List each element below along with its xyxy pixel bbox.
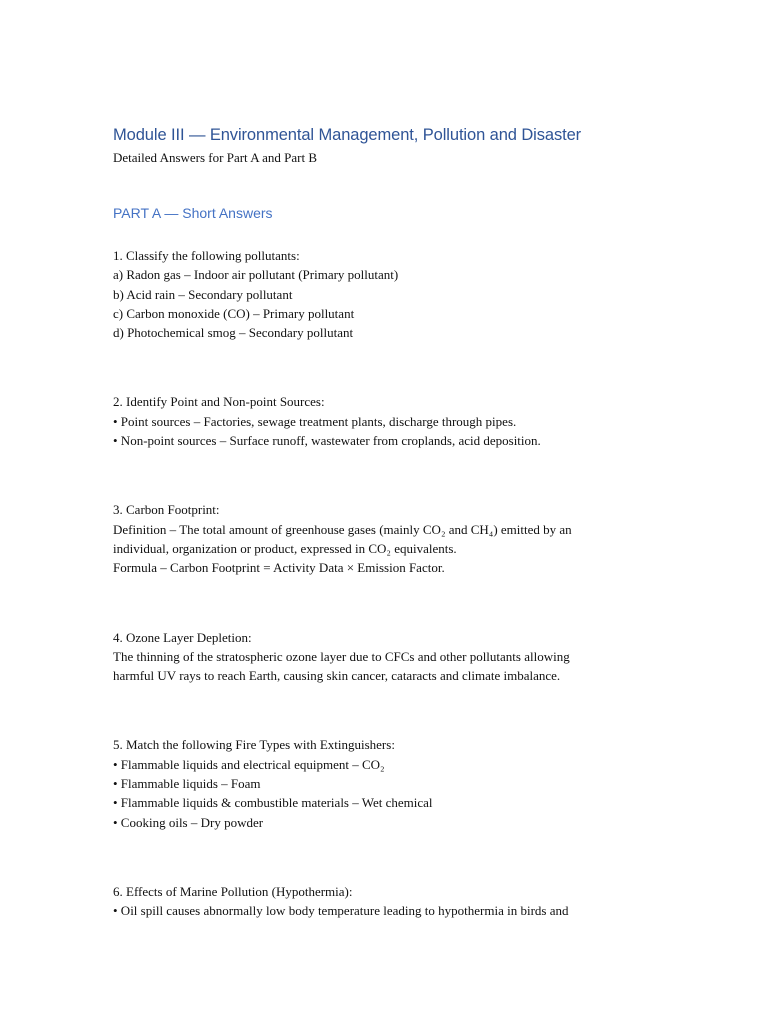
answer-line: a) Radon gas – Indoor air pollutant (Primary pollutant): [113, 267, 399, 283]
answer-line: • Flammable liquids & combustible materials – Wet chemical: [113, 795, 433, 811]
answer-line: harmful UV rays to reach Earth, causing skin cancer, cataracts and climate imbalance.: [113, 668, 561, 684]
answer-line: individual, organization or product, expressed in CO₂ equivalents.: [113, 540, 457, 556]
question-3: [113, 500, 673, 577]
question-5: [113, 735, 673, 831]
part-a-heading: PART A — Short Answers: [113, 205, 273, 221]
question-heading: 2. Identify Point and Non-point Sources:: [113, 394, 325, 410]
answer-line: Definition – The total amount of greenhouse gases (mainly CO₂ and CH₄) emitted by an: [113, 521, 572, 537]
answer-line: d) Photochemical smog – Secondary pollutant: [113, 325, 354, 341]
answer-line: • Flammable liquids and electrical equipment – CO₂: [113, 756, 385, 772]
answer-line: • Flammable liquids – Foam: [113, 776, 261, 792]
answer-line: b) Acid rain – Secondary pollutant: [113, 286, 293, 302]
answer-line: The thinning of the stratospheric ozone layer due to CFCs and other pollutants allowing: [113, 648, 570, 664]
document-title: Module III — Environmental Management, Pollution and Disaster: [113, 126, 582, 144]
question-2: [113, 392, 673, 450]
answer-line: • Point sources – Factories, sewage treatment plants, discharge through pipes.: [113, 413, 517, 429]
question-heading: 3. Carbon Footprint:: [113, 502, 220, 518]
answer-line: • Cooking oils – Dry powder: [113, 814, 264, 830]
document-subtitle: Detailed Answers for Part A and Part B: [113, 150, 317, 165]
question-heading: 5. Match the following Fire Types with Extinguishers:: [113, 737, 395, 753]
question-4: [113, 628, 673, 686]
answer-line: • Non-point sources – Surface runoff, wastewater from croplands, acid deposition.: [113, 433, 541, 449]
question-heading: 6. Effects of Marine Pollution (Hypothermia):: [113, 883, 353, 899]
question-heading: 4. Ozone Layer Depletion:: [113, 629, 252, 645]
answer-line: c) Carbon monoxide (CO) – Primary pollutant: [113, 305, 355, 321]
question-6: [113, 882, 673, 921]
answer-line: Formula – Carbon Footprint = Activity Data × Emission Factor.: [113, 560, 445, 576]
document-body: [113, 122, 673, 921]
answer-line: • Oil spill causes abnormally low body temperature leading to hypothermia in birds and: [113, 903, 569, 919]
question-1: [113, 246, 673, 342]
question-heading: 1. Classify the following pollutants:: [113, 248, 300, 263]
